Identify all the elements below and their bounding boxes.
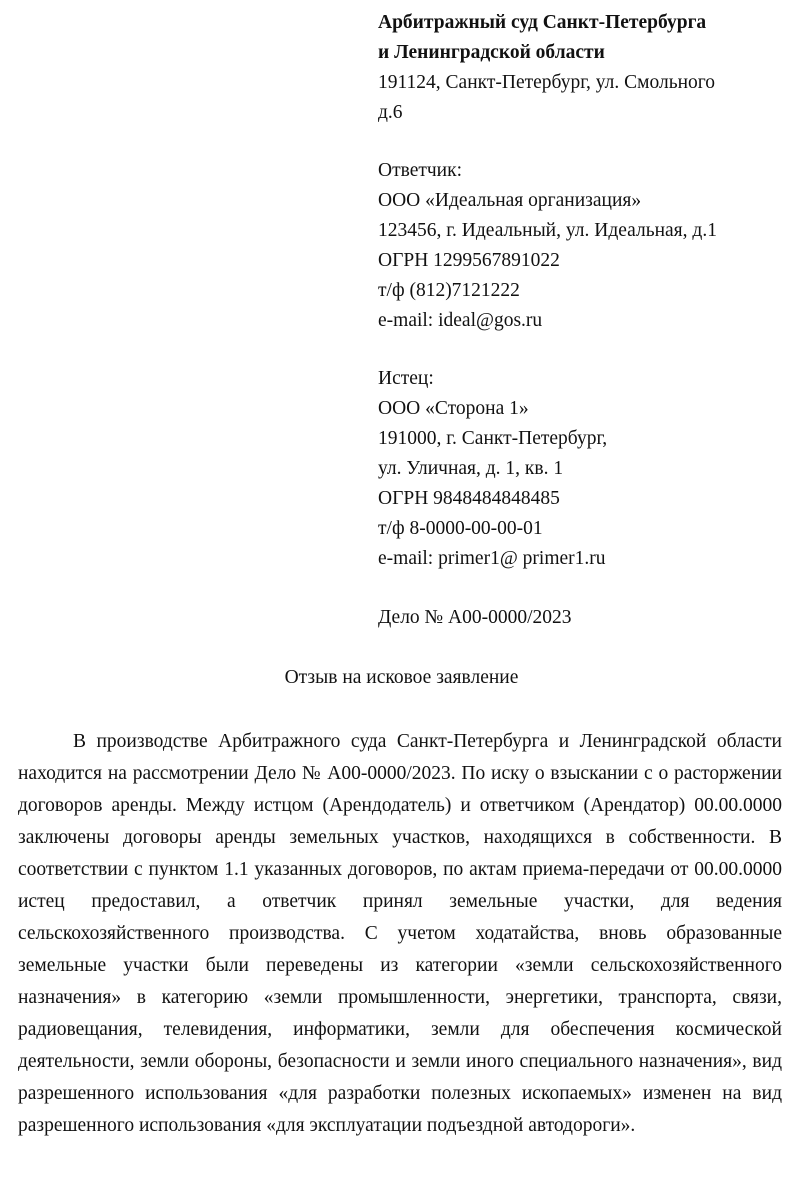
body-text bbox=[18, 726, 782, 1142]
claimant-phone: т/ф 8-0000-00-00-01 bbox=[378, 518, 543, 539]
addressee-block bbox=[378, 8, 782, 574]
court-block bbox=[378, 8, 782, 128]
body-paragraph: В производстве Арбитражного суда Санкт-Петербурга и Ленинградской области находится на рассмотрении Дело № А00-0000/2023. По иску о взыскании с о расторжении договоров аренды. Между истцом (Арендодатель) и ответчиком (Арендатор) 00.00.0000 заключены договоры аренды земельных участков, находящихся в собственности. В соответствии с пунктом 1.1 указанных договоров, по актам приема-передачи от 00.00.0000 истец предоставил, а ответчик принял земельные участки, для ведения сельскохозяйственного производства. С учетом ходатайства, вновь образованные земельные участки были переведены из категории «земли сельскохозяйственного назначения» в категорию «земли промышленности, энергетики, транспорта, связи, радиовещания, телевидения, информатики, земли для обеспечения космической деятельности, земли обороны, безопасности и земли иного специального назначения», вид разрешенного использования «для разработки полезных ископаемых» изменен на вид разрешенного использования «для эксплуатации подъездной автодороги». bbox=[18, 731, 782, 1136]
respondent-block bbox=[378, 156, 782, 336]
claimant-block bbox=[378, 364, 782, 574]
respondent-label: Ответчик: bbox=[378, 160, 463, 181]
claimant-address-line-1: 191000, г. Санкт-Петербург, bbox=[378, 428, 608, 449]
claimant-ogrn: ОГРН 9848484848485 bbox=[378, 488, 560, 509]
court-address-line-1: 191124, Санкт-Петербург, ул. Смольного bbox=[378, 72, 716, 93]
claimant-label: Истец: bbox=[378, 368, 434, 389]
respondent-phone: т/ф (812)7121222 bbox=[378, 280, 520, 301]
court-name-line-1: Арбитражный суд Санкт-Петербурга bbox=[378, 12, 707, 33]
respondent-ogrn: ОГРН 1299567891022 bbox=[378, 250, 560, 271]
respondent-organization: ООО «Идеальная организация» bbox=[378, 190, 642, 211]
respondent-email: e-mail: ideal@gos.ru bbox=[378, 310, 543, 331]
respondent-address: 123456, г. Идеальный, ул. Идеальная, д.1 bbox=[378, 220, 717, 241]
case-number: Дело № А00-0000/2023 bbox=[378, 607, 572, 628]
claimant-email: e-mail: primer1@ primer1.ru bbox=[378, 548, 606, 569]
claimant-organization: ООО «Сторона 1» bbox=[378, 398, 529, 419]
claimant-address-line-2: ул. Уличная, д. 1, кв. 1 bbox=[378, 458, 564, 479]
document-title: Отзыв на исковое заявление bbox=[284, 667, 519, 688]
court-name-line-2: и Ленинградской области bbox=[378, 42, 605, 63]
court-address-line-2: д.6 bbox=[378, 102, 403, 123]
